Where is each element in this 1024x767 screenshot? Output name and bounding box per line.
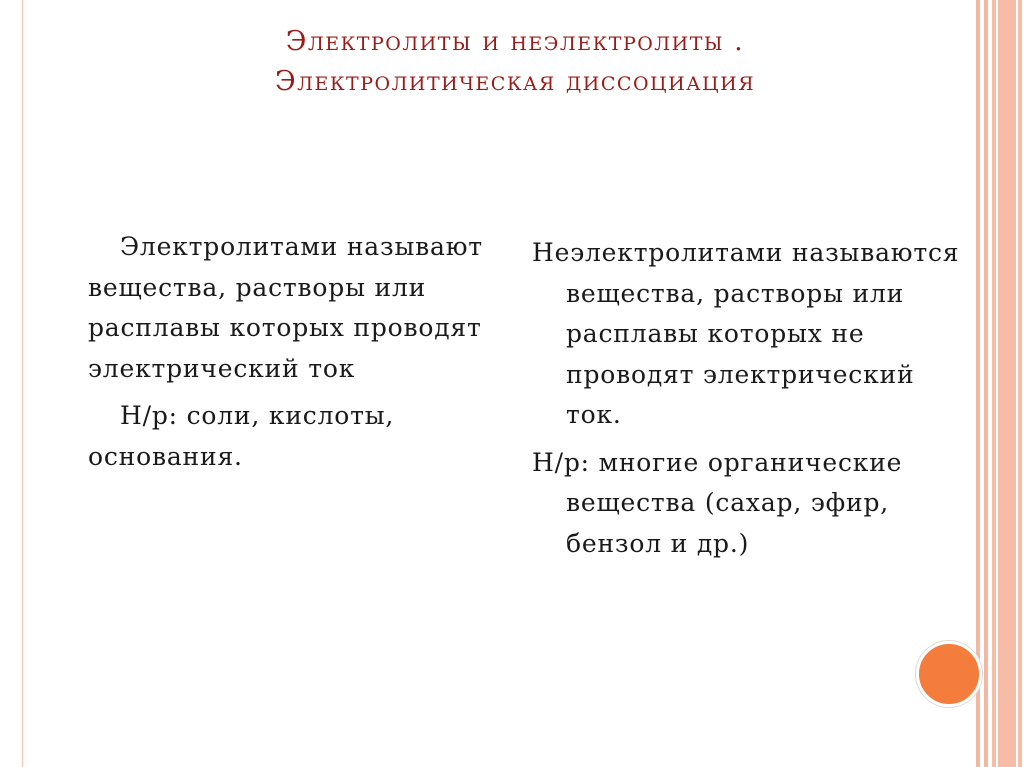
slide-title-line-2: Электролитическая диссоциация <box>274 66 756 97</box>
stripe <box>984 0 988 767</box>
decorative-stripes <box>976 0 1024 767</box>
electrolytes-definition: Электролитами называют вещества, растворы или расплавы которых проводят электрический ток <box>88 232 483 383</box>
stripe-gap <box>996 0 998 767</box>
orange-circle-decoration <box>916 641 982 707</box>
slide-title <box>60 22 970 102</box>
stripe-gap <box>1016 0 1018 767</box>
nonelectrolytes-definition: Неэлектролитами называются вещества, растворы или расплавы которых не проводят электрический ток. <box>532 238 960 429</box>
slide-title-line-1: Электролиты и неэлектролиты . <box>285 26 745 57</box>
electrolytes-column <box>88 227 508 477</box>
nonelectrolytes-column <box>532 233 972 564</box>
stripe <box>976 0 980 767</box>
nonelectrolytes-examples: Н/р: многие органические вещества (сахар, эфир, бензол и др.) <box>532 447 903 558</box>
frame-line <box>22 0 23 767</box>
electrolytes-examples: Н/р: соли, кислоты, основания. <box>88 401 395 471</box>
